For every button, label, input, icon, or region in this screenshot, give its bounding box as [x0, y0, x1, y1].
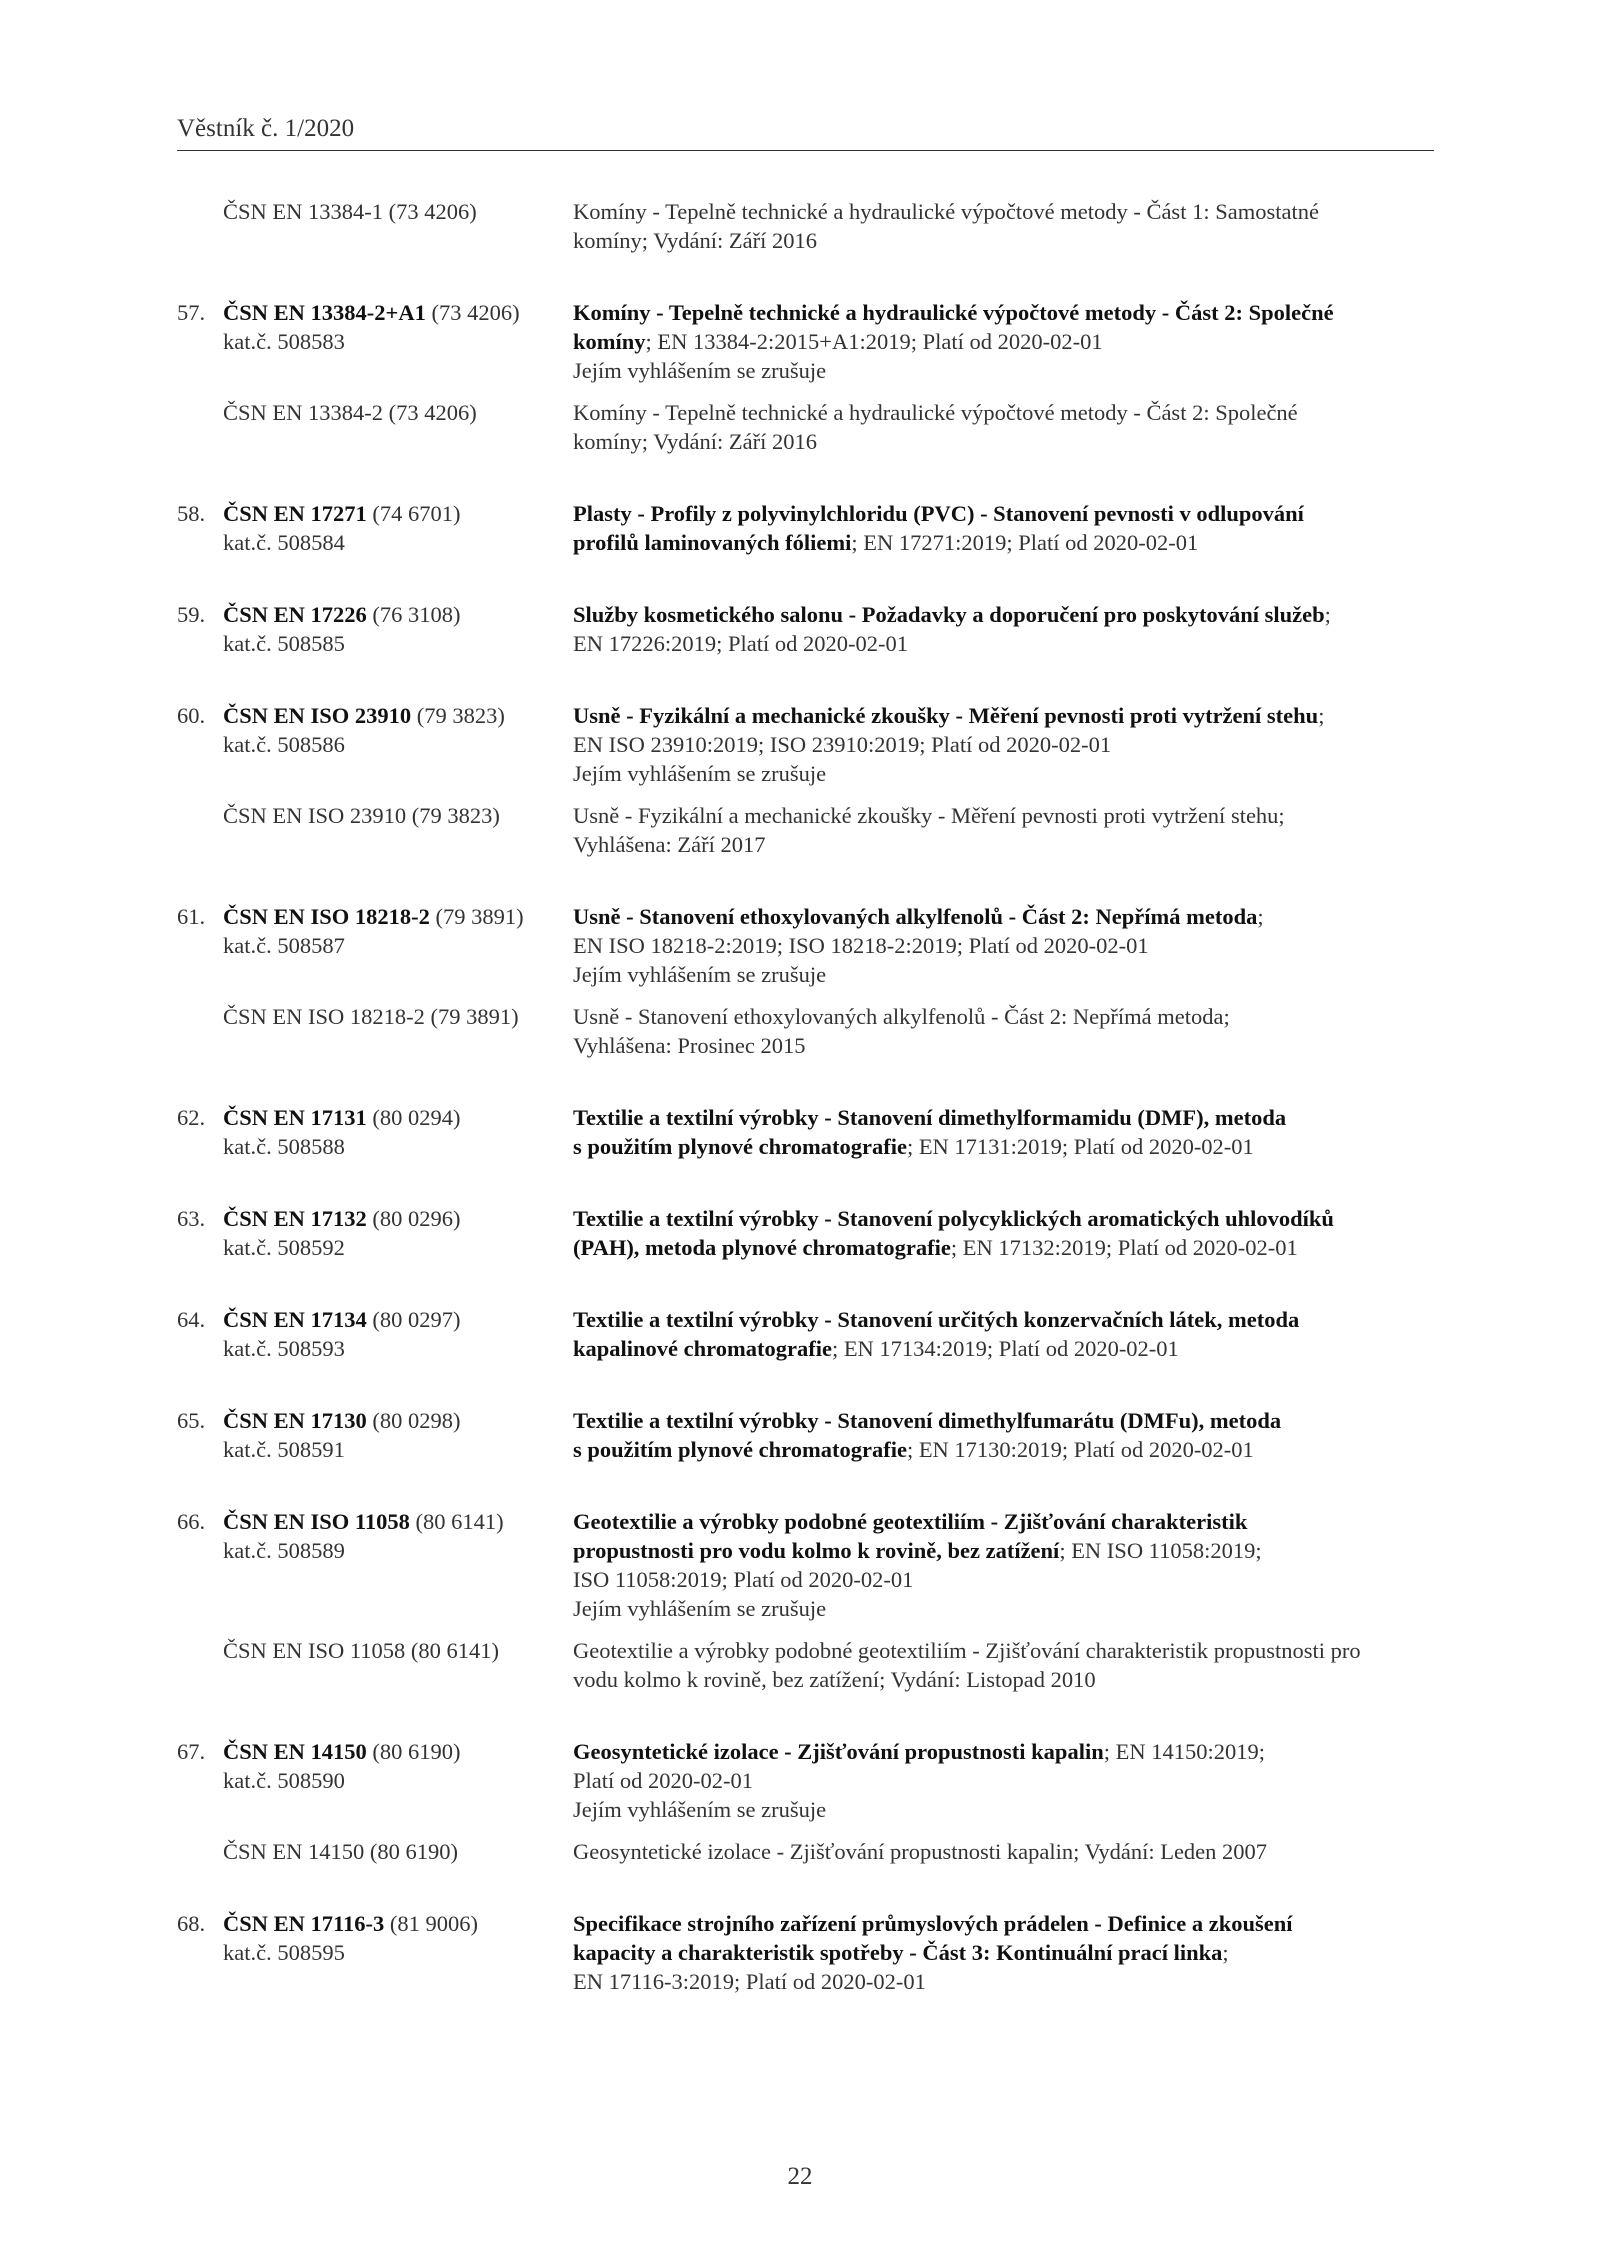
description-line: Jejím vyhlášením se zrušuje	[573, 358, 827, 383]
standard-description	[573, 1507, 1434, 1623]
description-line: EN ISO 18218-2:2019; ISO 18218-2:2019; Platí od 2020-02-01	[573, 933, 1149, 958]
standard-code	[177, 1204, 573, 1233]
standard-title: s použitím plynové chromatografie	[573, 1134, 907, 1159]
description-line: EN 17116-3:2019; Platí od 2020-02-01	[573, 1969, 926, 1994]
catalog-number: kat.č. 508584	[223, 530, 345, 555]
standard-entry	[177, 1406, 1434, 1464]
entry-number: 59.	[177, 602, 206, 627]
description-line: EN 17226:2019; Platí od 2020-02-01	[573, 631, 908, 656]
standards-list	[177, 197, 1434, 1996]
description-line: Platí od 2020-02-01	[573, 1768, 753, 1793]
standard-description	[573, 1737, 1434, 1824]
standard-description	[573, 600, 1434, 658]
standard-ref	[177, 701, 573, 788]
entry-number: 57.	[177, 300, 206, 325]
standard-code	[177, 1406, 573, 1435]
standard-description	[573, 1909, 1434, 1996]
standard-title: Textilie a textilní výrobky - Stanovení dimethylfumarátu (DMFu), metoda	[573, 1408, 1282, 1433]
standard-title: Usně - Fyzikální a mechanické zkoušky - Měření pevnosti proti vytržení stehu	[573, 703, 1319, 728]
standard-ref	[177, 1737, 573, 1824]
standard-class-number: (74 6701)	[366, 501, 461, 526]
cancelled-standard-description	[573, 197, 1434, 255]
cancelled-standard	[177, 398, 1434, 456]
standard-entry	[177, 1305, 1434, 1363]
standard-details: ;	[1318, 703, 1325, 728]
standard-title: Služby kosmetického salonu - Požadavky a doporučení pro poskytování služeb	[573, 602, 1325, 627]
standard-code-bold: ČSN EN 17130	[223, 1408, 367, 1433]
description-line	[573, 1305, 1434, 1334]
description-line: Jejím vyhlášením se zrušuje	[573, 761, 827, 786]
standard-title: Textilie a textilní výrobky - Stanovení určitých konzervačních látek, metoda	[573, 1307, 1300, 1332]
entry-number: 60.	[177, 703, 206, 728]
description-line: Komíny - Tepelně technické a hydraulické výpočtové metody - Část 1: Samostatné	[573, 199, 1319, 224]
description-line	[573, 1204, 1434, 1233]
standard-title: Plasty - Profily z polyvinylchloridu (PVC) - Stanovení pevnosti v odlupování	[573, 501, 1304, 526]
standard-code	[177, 1507, 573, 1536]
standard-code	[177, 1305, 573, 1334]
cancelled-standard-ref	[177, 197, 573, 255]
description-line	[573, 1909, 1434, 1938]
description-line: ISO 11058:2019; Platí od 2020-02-01	[573, 1567, 914, 1592]
standard-details: ; EN 17130:2019; Platí od 2020-02-01	[906, 1437, 1254, 1462]
description-line	[573, 1737, 1434, 1766]
standard-entry	[177, 1507, 1434, 1623]
description-line	[573, 1233, 1434, 1262]
catalog-number: kat.č. 508588	[223, 1134, 345, 1159]
description-line: Vyhlášena: Prosinec 2015	[573, 1033, 806, 1058]
standard-class-number: (81 9006)	[384, 1911, 479, 1936]
standard-entry	[177, 1103, 1434, 1161]
standard-description	[573, 1305, 1434, 1363]
cancelled-standard-code: ČSN EN ISO 18218-2 (79 3891)	[223, 1004, 519, 1029]
standard-description	[573, 298, 1434, 385]
description-line	[573, 1507, 1434, 1536]
description-line	[573, 298, 1434, 327]
standard-ref	[177, 298, 573, 385]
entry-number: 65.	[177, 1408, 206, 1433]
standard-class-number: (80 6141)	[409, 1509, 504, 1534]
standard-code-bold: ČSN EN 17131	[223, 1105, 367, 1130]
standard-class-number: (80 0297)	[366, 1307, 461, 1332]
catalog-number: kat.č. 508589	[223, 1538, 345, 1563]
standard-title: Komíny - Tepelně technické a hydraulické výpočtové metody - Část 2: Společné	[573, 300, 1334, 325]
standard-ref	[177, 499, 573, 557]
standard-title: (PAH), metoda plynové chromatografie	[573, 1235, 951, 1260]
description-line	[573, 1334, 1434, 1363]
description-line	[573, 1132, 1434, 1161]
description-line: Jejím vyhlášením se zrušuje	[573, 1596, 827, 1621]
entry-number: 61.	[177, 904, 206, 929]
standard-code	[177, 600, 573, 629]
standard-code-bold: ČSN EN 13384-2+A1	[223, 300, 426, 325]
cancelled-standard-description	[573, 398, 1434, 456]
standard-entry	[177, 298, 1434, 385]
description-line	[573, 528, 1434, 557]
description-line	[573, 499, 1434, 528]
standard-title: profilů laminovaných fóliemi	[573, 530, 852, 555]
cancelled-standard	[177, 1002, 1434, 1060]
standard-class-number: (79 3823)	[411, 703, 505, 728]
standard-ref	[177, 1305, 573, 1363]
standard-code	[177, 1909, 573, 1938]
entry-number: 58.	[177, 501, 206, 526]
standard-details: ; EN 17134:2019; Platí od 2020-02-01	[831, 1336, 1179, 1361]
entry-number: 63.	[177, 1206, 206, 1231]
cancelled-standard-code: ČSN EN 13384-1 (73 4206)	[223, 199, 477, 224]
standard-class-number: (80 0296)	[366, 1206, 461, 1231]
standard-class-number: (76 3108)	[366, 602, 461, 627]
standard-details: ; EN 17132:2019; Platí od 2020-02-01	[950, 1235, 1298, 1260]
description-line: vodu kolmo k rovině, bez zatížení; Vydání: Listopad 2010	[573, 1667, 1096, 1692]
description-line: Usně - Fyzikální a mechanické zkoušky - Měření pevnosti proti vytržení stehu;	[573, 803, 1285, 828]
standard-entry	[177, 600, 1434, 658]
cancelled-standard-ref	[177, 1837, 573, 1866]
standard-code	[177, 499, 573, 528]
standard-entry	[177, 1909, 1434, 1996]
entry-number: 68.	[177, 1911, 206, 1936]
standard-title: komíny	[573, 329, 646, 354]
standard-details: ;	[1257, 904, 1264, 929]
cancelled-standard-code: ČSN EN ISO 11058 (80 6141)	[223, 1638, 500, 1663]
standard-title: s použitím plynové chromatografie	[573, 1437, 907, 1462]
standard-code-bold: ČSN EN 14150	[223, 1739, 367, 1764]
description-line: Usně - Stanovení ethoxylovaných alkylfenolů - Část 2: Nepřímá metoda;	[573, 1004, 1230, 1029]
standard-details: ; EN 17271:2019; Platí od 2020-02-01	[851, 530, 1199, 555]
description-line: Vyhlášena: Září 2017	[573, 832, 766, 857]
standard-description	[573, 1103, 1434, 1161]
description-line	[573, 327, 1434, 356]
description-line	[573, 1938, 1434, 1967]
catalog-number: kat.č. 508590	[223, 1768, 345, 1793]
catalog-number: kat.č. 508585	[223, 631, 345, 656]
cancelled-standard-ref	[177, 398, 573, 456]
standard-details: ; EN ISO 11058:2019;	[1059, 1538, 1262, 1563]
standard-code-bold: ČSN EN ISO 18218-2	[223, 904, 430, 929]
standard-ref	[177, 1204, 573, 1262]
cancelled-standard	[177, 197, 1434, 255]
standard-code	[177, 1103, 573, 1132]
page-header: Věstník č. 1/2020	[177, 114, 1434, 151]
standard-entry	[177, 1204, 1434, 1262]
standard-ref	[177, 1103, 573, 1161]
catalog-number: kat.č. 508592	[223, 1235, 345, 1260]
cancelled-standard	[177, 1837, 1434, 1866]
standard-title: Geotextilie a výrobky podobné geotextiliím - Zjišťování charakteristik	[573, 1509, 1248, 1534]
standard-class-number: (79 3891)	[429, 904, 524, 929]
standard-ref	[177, 1406, 573, 1464]
cancelled-standard-code: ČSN EN ISO 23910 (79 3823)	[223, 803, 500, 828]
description-line: Geotextilie a výrobky podobné geotextiliím - Zjišťování charakteristik propustnosti pro	[573, 1638, 1361, 1663]
description-line	[573, 902, 1434, 931]
standard-class-number: (80 6190)	[366, 1739, 461, 1764]
entry-number: 62.	[177, 1105, 206, 1130]
description-line	[573, 1536, 1434, 1565]
standard-code-bold: ČSN EN 17134	[223, 1307, 367, 1332]
description-line	[573, 600, 1434, 629]
standard-ref	[177, 1507, 573, 1623]
cancelled-standard-ref	[177, 1636, 573, 1694]
cancelled-standard-code: ČSN EN 14150 (80 6190)	[223, 1839, 458, 1864]
standard-title: propustnosti pro vodu kolmo k rovině, bez zatížení	[573, 1538, 1060, 1563]
standard-code	[177, 298, 573, 327]
standard-class-number: (73 4206)	[425, 300, 520, 325]
standard-description	[573, 902, 1434, 989]
standard-code-bold: ČSN EN 17226	[223, 602, 367, 627]
entry-number: 64.	[177, 1307, 206, 1332]
catalog-number: kat.č. 508587	[223, 933, 345, 958]
standard-description	[573, 701, 1434, 788]
standard-title: kapalinové chromatografie	[573, 1336, 832, 1361]
cancelled-standard-code: ČSN EN 13384-2 (73 4206)	[223, 400, 477, 425]
catalog-number: kat.č. 508593	[223, 1336, 345, 1361]
standard-code-bold: ČSN EN 17116-3	[223, 1911, 385, 1936]
standard-title: Textilie a textilní výrobky - Stanovení polycyklických aromatických uhlovodíků	[573, 1206, 1334, 1231]
standard-code-bold: ČSN EN ISO 11058	[223, 1509, 410, 1534]
standard-code-bold: ČSN EN 17271	[223, 501, 367, 526]
standard-code-bold: ČSN EN ISO 23910	[223, 703, 412, 728]
description-line: komíny; Vydání: Září 2016	[573, 228, 817, 253]
cancelled-standard-ref	[177, 1002, 573, 1060]
catalog-number: kat.č. 508586	[223, 732, 345, 757]
standard-details: ;	[1222, 1940, 1229, 1965]
description-line	[573, 1103, 1434, 1132]
description-line	[573, 1435, 1434, 1464]
cancelled-standard-description	[573, 1837, 1434, 1866]
description-line: komíny; Vydání: Září 2016	[573, 429, 817, 454]
standard-code	[177, 902, 573, 931]
description-line: Komíny - Tepelně technické a hydraulické výpočtové metody - Část 2: Společné	[573, 400, 1298, 425]
entry-number: 67.	[177, 1739, 206, 1764]
cancelled-standard-description	[573, 1002, 1434, 1060]
standard-ref	[177, 600, 573, 658]
entry-number: 66.	[177, 1509, 206, 1534]
standard-description	[573, 1406, 1434, 1464]
catalog-number: kat.č. 508595	[223, 1940, 345, 1965]
standard-description	[573, 499, 1434, 557]
standard-code	[177, 701, 573, 730]
description-line	[573, 1406, 1434, 1435]
standard-entry	[177, 902, 1434, 989]
standard-details: ; EN 13384-2:2015+A1:2019; Platí od 2020-02-01	[645, 329, 1103, 354]
standard-entry	[177, 1737, 1434, 1824]
page-number: 22	[787, 2163, 813, 2190]
standard-ref	[177, 1909, 573, 1996]
standard-class-number: (80 0294)	[366, 1105, 461, 1130]
standard-code	[177, 1737, 573, 1766]
standard-ref	[177, 902, 573, 989]
standard-entry	[177, 701, 1434, 788]
standard-details: ; EN 17131:2019; Platí od 2020-02-01	[906, 1134, 1254, 1159]
cancelled-standard	[177, 1636, 1434, 1694]
description-line: Geosyntetické izolace - Zjišťování propustnosti kapalin; Vydání: Leden 2007	[573, 1839, 1268, 1864]
cancelled-standard-ref	[177, 801, 573, 859]
standard-code-bold: ČSN EN 17132	[223, 1206, 367, 1231]
standard-title: Geosyntetické izolace - Zjišťování propustnosti kapalin	[573, 1739, 1104, 1764]
standard-title: Usně - Stanovení ethoxylovaných alkylfenolů - Část 2: Nepřímá metoda	[573, 904, 1258, 929]
cancelled-standard-description	[573, 1636, 1434, 1694]
standard-title: Specifikace strojního zařízení průmyslových prádelen - Definice a zkoušení	[573, 1911, 1293, 1936]
catalog-number: kat.č. 508591	[223, 1437, 345, 1462]
cancelled-standard-description	[573, 801, 1434, 859]
standard-description	[573, 1204, 1434, 1262]
description-line: EN ISO 23910:2019; ISO 23910:2019; Platí od 2020-02-01	[573, 732, 1112, 757]
standard-details: ; EN 14150:2019;	[1103, 1739, 1265, 1764]
standard-entry	[177, 499, 1434, 557]
description-line: Jejím vyhlášením se zrušuje	[573, 1797, 827, 1822]
standard-details: ;	[1324, 602, 1331, 627]
standard-title: kapacity a charakteristik spotřeby - Část 3: Kontinuální prací linka	[573, 1940, 1223, 1965]
standard-title: Textilie a textilní výrobky - Stanovení dimethylformamidu (DMF), metoda	[573, 1105, 1287, 1130]
standard-class-number: (80 0298)	[366, 1408, 461, 1433]
description-line: Jejím vyhlášením se zrušuje	[573, 962, 827, 987]
description-line	[573, 701, 1434, 730]
catalog-number: kat.č. 508583	[223, 329, 345, 354]
cancelled-standard	[177, 801, 1434, 859]
